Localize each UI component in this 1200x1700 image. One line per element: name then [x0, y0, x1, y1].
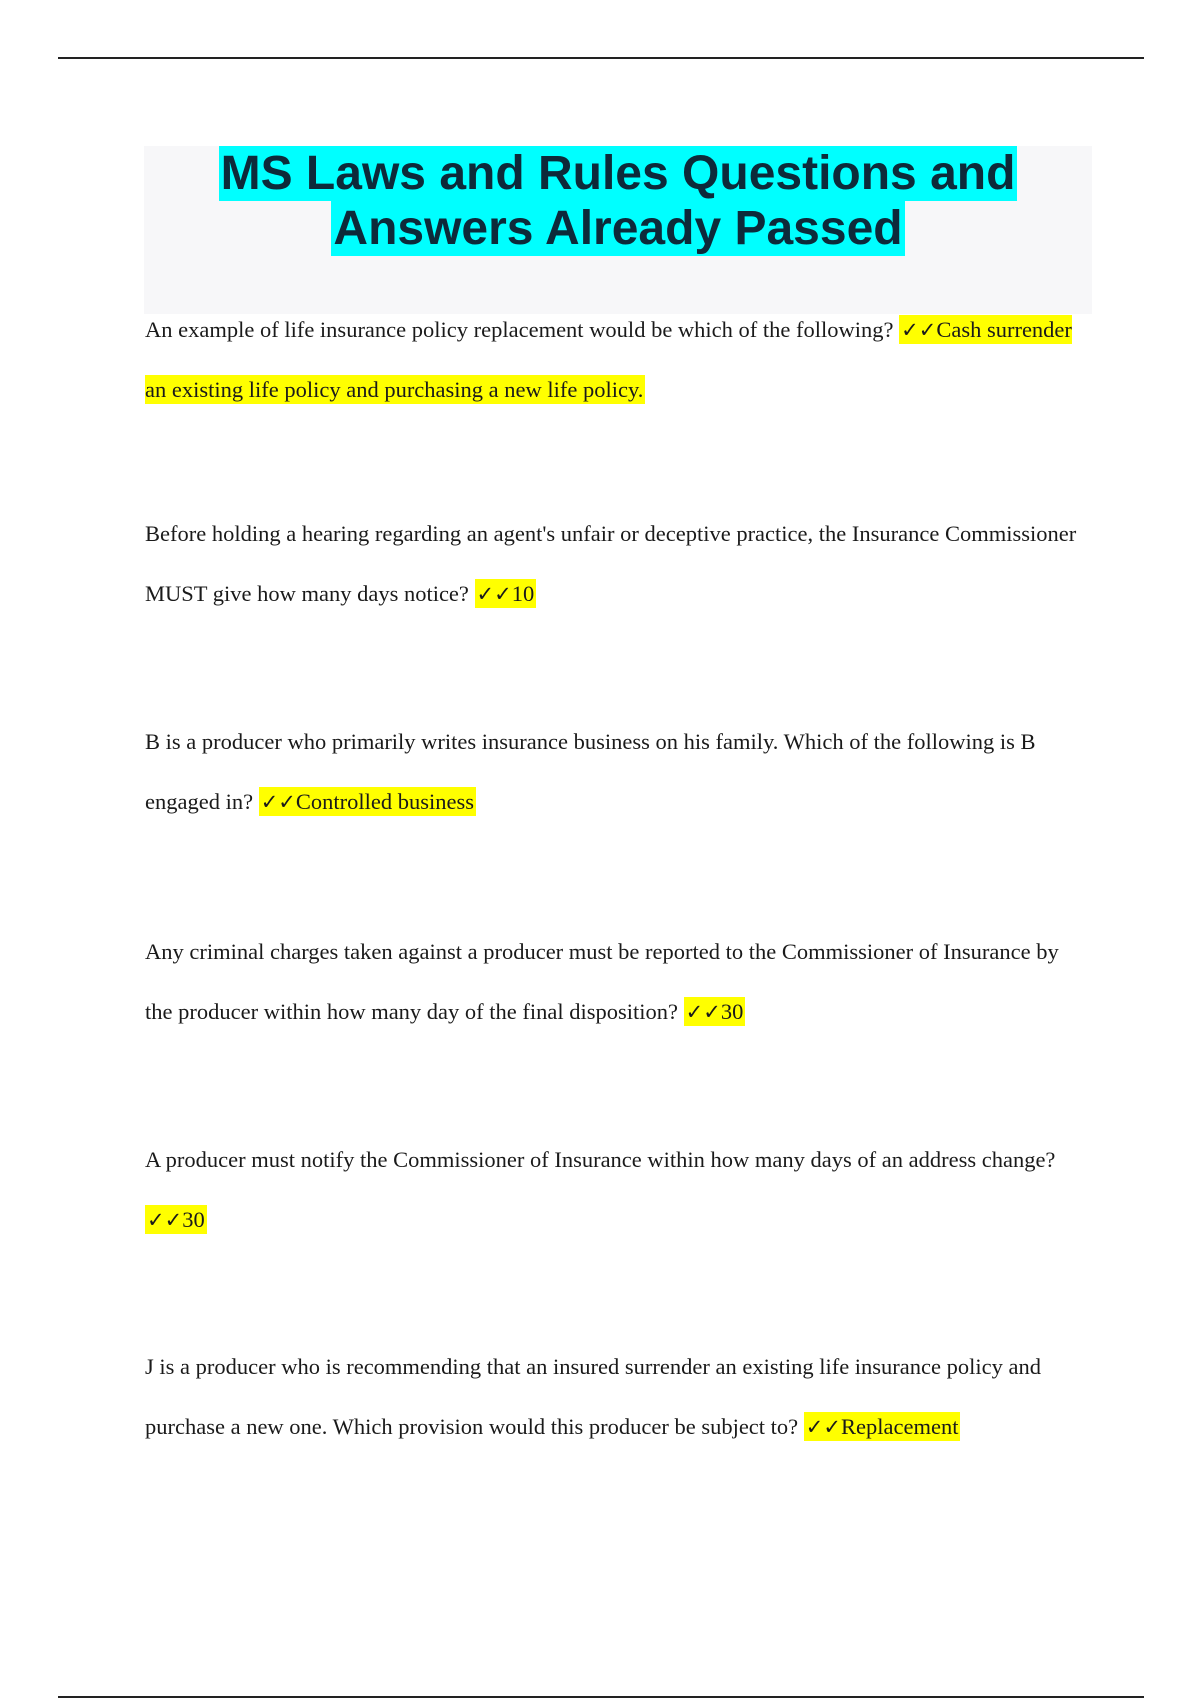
answer-text: Controlled business	[295, 789, 475, 814]
answer-text: 30	[182, 1207, 205, 1232]
answer-highlight	[475, 579, 537, 608]
question-text: J is a producer who is recommending that an insured surrender an existing life insurance policy and purchase a new one. Which provision would this producer be subject to?	[145, 1354, 1041, 1439]
title-line-1: MS Laws and Rules Questions and	[220, 147, 1016, 200]
answer-highlight	[259, 787, 476, 816]
question-text: B is a producer who primarily writes insurance business on his family. Which of the following is B engaged in?	[145, 729, 1036, 814]
qa-item-1	[145, 300, 1090, 420]
qa-item-2	[145, 504, 1090, 624]
title-banner	[144, 146, 1092, 314]
double-check-icon: ✓✓	[685, 1000, 721, 1024]
title-line-2: Answers Already Passed	[333, 202, 903, 255]
answer-highlight	[145, 1205, 207, 1234]
question-text: Before holding a hearing regarding an agent's unfair or deceptive practice, the Insurance Commissioner MUST give how many days notice?	[145, 521, 1077, 606]
bottom-divider	[58, 1696, 1144, 1698]
double-check-icon: ✓✓	[805, 1415, 841, 1439]
answer-text: Cash surrender an existing life policy and purchasing a new life policy.	[145, 317, 1072, 402]
answer-highlight	[804, 1412, 961, 1441]
double-check-icon: ✓✓	[260, 790, 296, 814]
double-check-icon: ✓✓	[901, 318, 937, 342]
top-divider	[58, 57, 1144, 59]
answer-text: 30	[720, 999, 744, 1024]
question-text: Any criminal charges taken against a producer must be reported to the Commissioner of Insurance by the producer within how many day of the final disposition?	[145, 939, 1059, 1024]
document-title	[144, 146, 1092, 256]
answer-text: 10	[511, 581, 535, 606]
qa-item-4	[145, 922, 1090, 1042]
qa-item-6	[145, 1337, 1090, 1457]
qa-item-5	[145, 1130, 1090, 1250]
answer-highlight	[684, 997, 746, 1026]
question-text: A producer must notify the Commissioner of Insurance within how many days of an address change?	[145, 1147, 1056, 1172]
double-check-icon: ✓✓	[147, 1208, 183, 1232]
double-check-icon: ✓✓	[476, 582, 512, 606]
qa-item-3	[145, 712, 1090, 832]
question-text: An example of life insurance policy replacement would be which of the following?	[145, 317, 894, 342]
answer-text: Replacement	[841, 1414, 959, 1439]
